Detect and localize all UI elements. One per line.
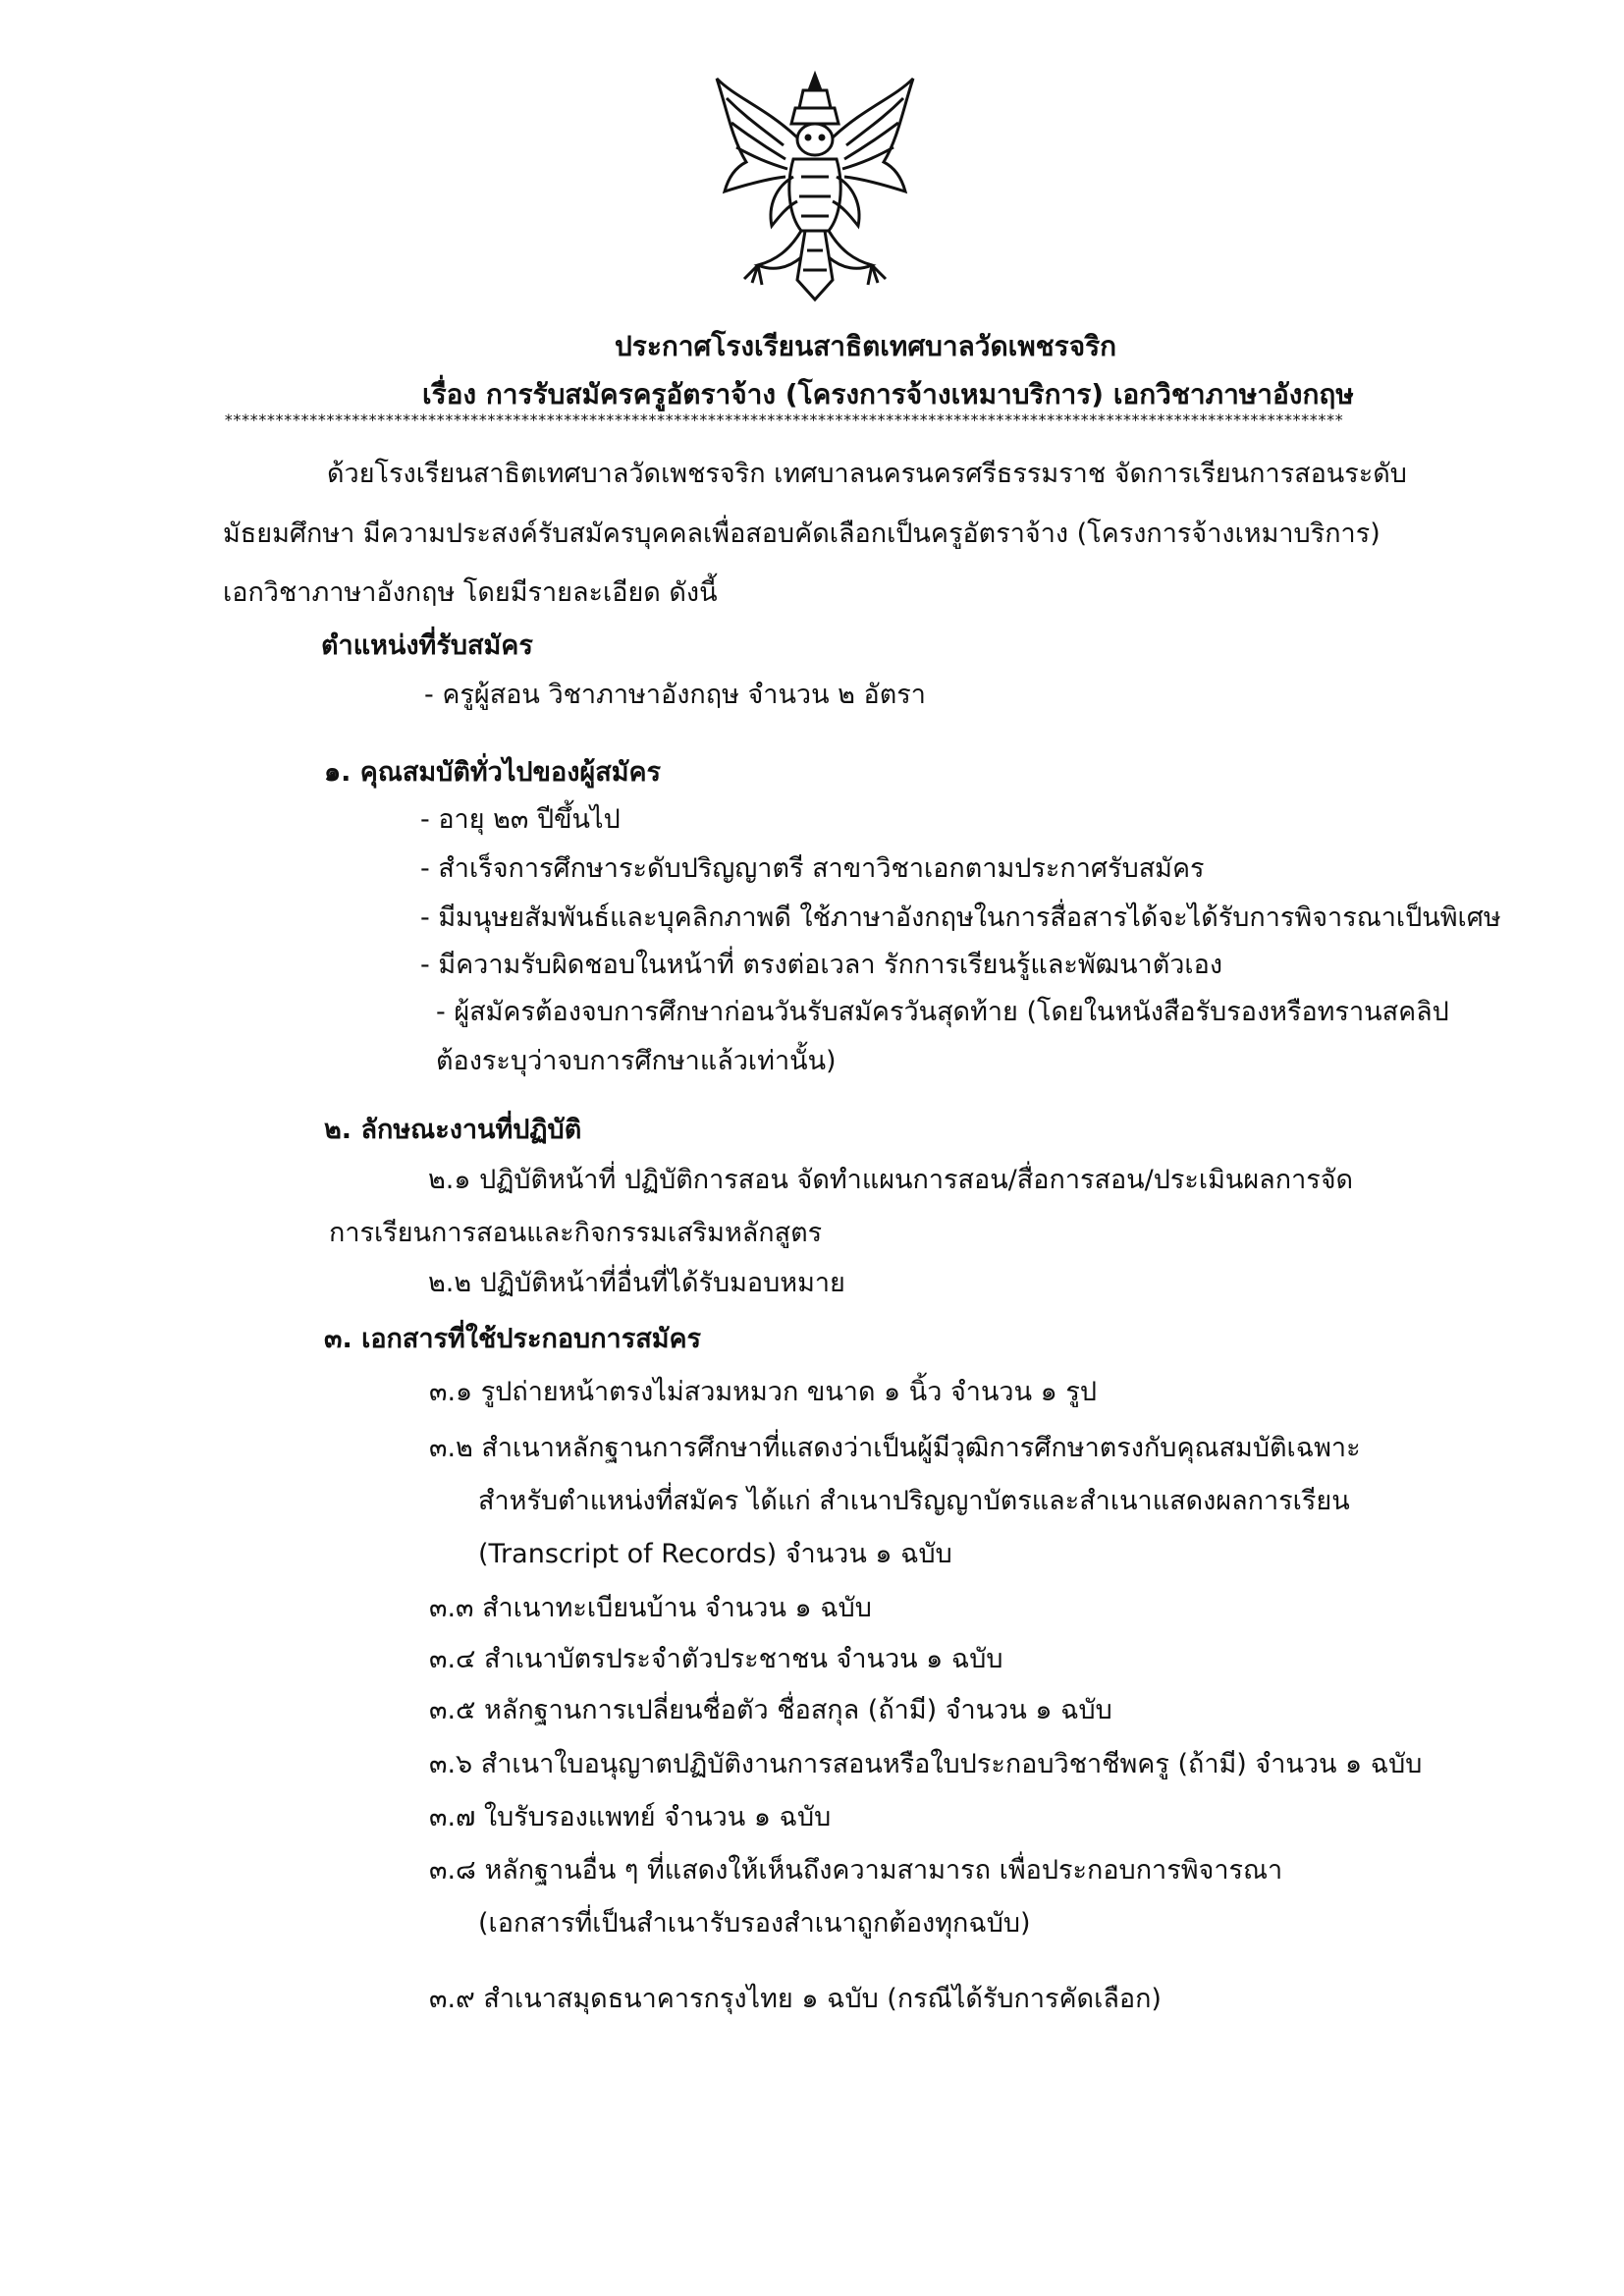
section-3-item: ๓.๓ สำเนาทะเบียนบ้าน จำนวน ๑ ฉบับ: [429, 1593, 872, 1623]
section-1-item-continuation: ต้องระบุว่าจบการศึกษาแล้วเท่านั้น): [436, 1046, 837, 1076]
section-3-item: ๓.๒ สำเนาหลักฐานการศึกษาที่แสดงว่าเป็นผู้มีวุฒิการศึกษาตรงกับคุณสมบัติเฉพาะ: [429, 1433, 1361, 1463]
garuda-emblem-icon: [707, 69, 923, 324]
section-3-item: ๓.๘ หลักฐานอื่น ๆ ที่แสดงให้เห็นถึงความสามารถ เพื่อประกอบการพิจารณา: [429, 1855, 1283, 1886]
section-3-item: ๓.๙ สำเนาสมุดธนาคารกรุงไทย ๑ ฉบับ (กรณีได้รับการคัดเลือก): [429, 1984, 1162, 2014]
section-1-item: - สำเร็จการศึกษาระดับปริญญาตรี สาขาวิชาเอกตามประกาศรับสมัคร: [420, 853, 1205, 884]
section-3-item: ๓.๑ รูปถ่ายหน้าตรงไม่สวมหมวก ขนาด ๑ นิ้ว จำนวน ๑ รูป: [429, 1377, 1097, 1407]
section-1-item: - มีมนุษยสัมพันธ์และบุคลิกภาพดี ใช้ภาษาอังกฤษในการสื่อสารได้จะได้รับการพิจารณาเป็นพิเศษ: [420, 902, 1501, 933]
intro-paragraph-line: มัธยมศึกษา มีความประสงค์รับสมัครบุคคลเพื่อสอบคัดเลือกเป็นครูอัตราจ้าง (โครงการจ้างเหมาบริการ): [223, 519, 1380, 549]
section-1-heading: ๑. คุณสมบัติทั่วไปของผู้สมัคร: [324, 757, 662, 788]
intro-paragraph-line: ด้วยโรงเรียนสาธิตเทศบาลวัดเพชรจริก เทศบาลนครนครศรีธรรมราช จัดการเรียนการสอนระดับ: [327, 459, 1407, 489]
section-1-item: - มีความรับผิดชอบในหน้าที่ ตรงต่อเวลา รักการเรียนรู้และพัฒนาตัวเอง: [420, 950, 1223, 980]
section-2-heading: ๒. ลักษณะงานที่ปฏิบัติ: [324, 1115, 582, 1145]
position-heading: ตำแหน่งที่รับสมัคร: [321, 630, 533, 661]
section-1-item: - ผู้สมัครต้องจบการศึกษาก่อนวันรับสมัครวันสุดท้าย (โดยในหนังสือรับรองหรือทรานสคลิป: [436, 997, 1449, 1027]
section-3-item: ๓.๖ สำเนาใบอนุญาตปฏิบัติงานการสอนหรือใบประกอบวิชาชีพครู (ถ้ามี) จำนวน ๑ ฉบับ: [429, 1749, 1423, 1779]
section-3-item: ๓.๕ หลักฐานการเปลี่ยนชื่อตัว ชื่อสกุล (ถ้ามี) จำนวน ๑ ฉบับ: [429, 1695, 1112, 1725]
announcement-title: ประกาศโรงเรียนสาธิตเทศบาลวัดเพชรจริก: [615, 330, 1117, 362]
section-2-item-continuation: การเรียนการสอนและกิจกรรมเสริมหลักสูตร: [329, 1218, 823, 1248]
announcement-subject: เรื่อง การรับสมัครครูอัตราจ้าง (โครงการจ้างเหมาบริการ) เอกวิชาภาษาอังกฤษ: [422, 378, 1354, 410]
section-3-item: ๓.๔ สำเนาบัตรประจำตัวประชาชน จำนวน ๑ ฉบับ: [429, 1644, 1003, 1674]
section-1-item: - อายุ ๒๓ ปีขึ้นไป: [420, 804, 621, 835]
section-3-item-continuation: (เอกสารที่เป็นสำเนารับรองสำเนาถูกต้องทุกฉบับ): [478, 1908, 1031, 1939]
section-3-item: ๓.๗ ใบรับรองแพทย์ จำนวน ๑ ฉบับ: [429, 1802, 832, 1832]
section-2-item: ๒.๒ ปฏิบัติหน้าที่อื่นที่ได้รับมอบหมาย: [428, 1268, 845, 1298]
separator-line: ************************************************************************************************************************************: [224, 410, 1343, 429]
section-3-item-continuation: สำหรับตำแหน่งที่สมัคร ได้แก่ สำเนาปริญญาบัตรและสำเนาแสดงผลการเรียน: [478, 1486, 1350, 1516]
intro-paragraph-line: เอกวิชาภาษาอังกฤษ โดยมีรายละเอียด ดังนี้: [223, 577, 718, 608]
position-item: - ครูผู้สอน วิชาภาษาอังกฤษ จำนวน ๒ อัตรา: [424, 680, 926, 710]
section-2-item: ๒.๑ ปฏิบัติหน้าที่ ปฏิบัติการสอน จัดทำแผนการสอน/สื่อการสอน/ประเมินผลการจัด: [428, 1165, 1354, 1195]
section-3-item-continuation: (Transcript of Records) จำนวน ๑ ฉบับ: [478, 1539, 952, 1569]
section-3-heading: ๓. เอกสารที่ใช้ประกอบการสมัคร: [324, 1324, 702, 1354]
